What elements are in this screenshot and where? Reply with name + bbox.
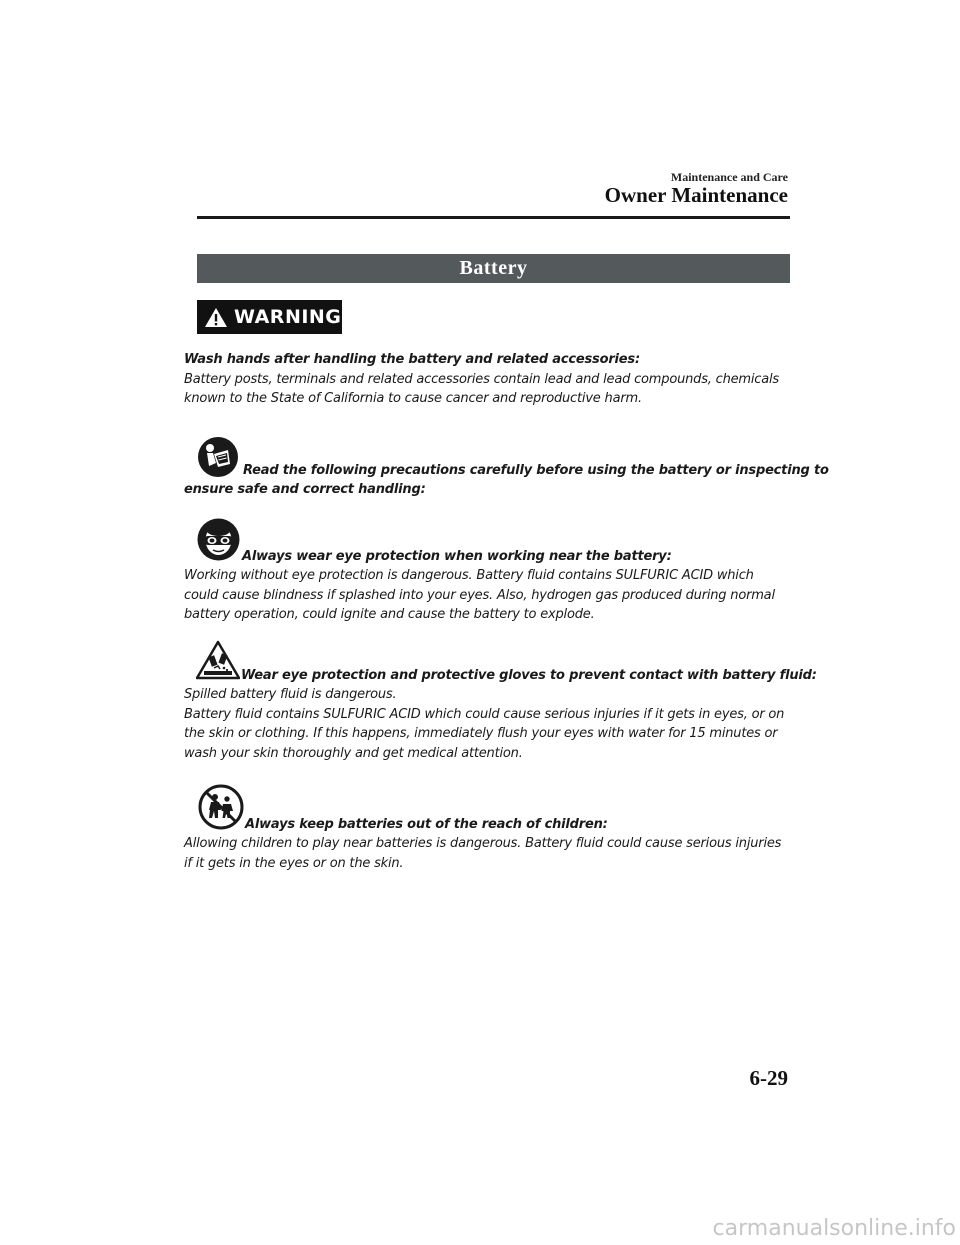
page-number: 6-29 [749, 1066, 788, 1090]
precaution-3-block [184, 685, 790, 763]
section-title: Battery [459, 257, 528, 279]
intro-block [184, 350, 790, 409]
precaution-2-body: Working without eye protection is dangerous. Battery fluid contains SULFURIC ACID which could cause blindness if splashed into your eyes. Also, hydrogen gas produced during normal battery operation, could ignite and cause the battery to explode. [184, 568, 775, 622]
keep-children-away-icon [198, 784, 244, 830]
running-header-chapter: Owner Maintenance [604, 183, 788, 207]
precaution-2-block [184, 566, 790, 625]
header-rule [197, 216, 790, 219]
precaution-3-heading: Wear eye protection and protective gloves to prevent contact with battery fluid: [241, 668, 817, 683]
section-title-bar [197, 254, 790, 283]
precaution-3-body-1: Spilled battery fluid is dangerous. [184, 687, 397, 702]
warning-label: WARNING [234, 306, 342, 328]
precaution-1-heading: Read the following precautions carefully before using the battery or inspecting to [243, 463, 829, 478]
running-header-section: Maintenance and Care [670, 170, 788, 184]
read-manual-icon [197, 436, 239, 478]
corrosive-hazard-icon [196, 640, 240, 680]
precaution-4-heading: Always keep batteries out of the reach of children: [245, 817, 608, 832]
precaution-3-body-2: Battery fluid contains SULFURIC ACID which could cause serious injuries if it gets in eyes, or on the skin or clothing. If this happens, immediately flush your eyes with water for 15 minutes or wash your skin thoroughly and get medical attention. [184, 706, 785, 761]
watermark: carmanualsonline.info [712, 1216, 956, 1241]
intro-heading: Wash hands after handling the battery and related accessories: [184, 352, 640, 367]
warning-triangle-icon [204, 307, 228, 328]
precaution-4-body: Allowing children to play near batteries is dangerous. Battery fluid could cause serious injuries if it gets in the eyes or on the skin. [184, 836, 782, 871]
precaution-4-block [184, 834, 790, 873]
warning-badge [197, 300, 342, 334]
intro-body: Battery posts, terminals and related accessories contain lead and lead compounds, chemicals known to the State of California to cause cancer and reproductive harm. [184, 371, 780, 406]
eye-protection-icon [197, 518, 240, 561]
precaution-1-heading-cont: ensure safe and correct handling: [184, 482, 426, 497]
precaution-2-heading: Always wear eye protection when working near the battery: [242, 549, 672, 564]
